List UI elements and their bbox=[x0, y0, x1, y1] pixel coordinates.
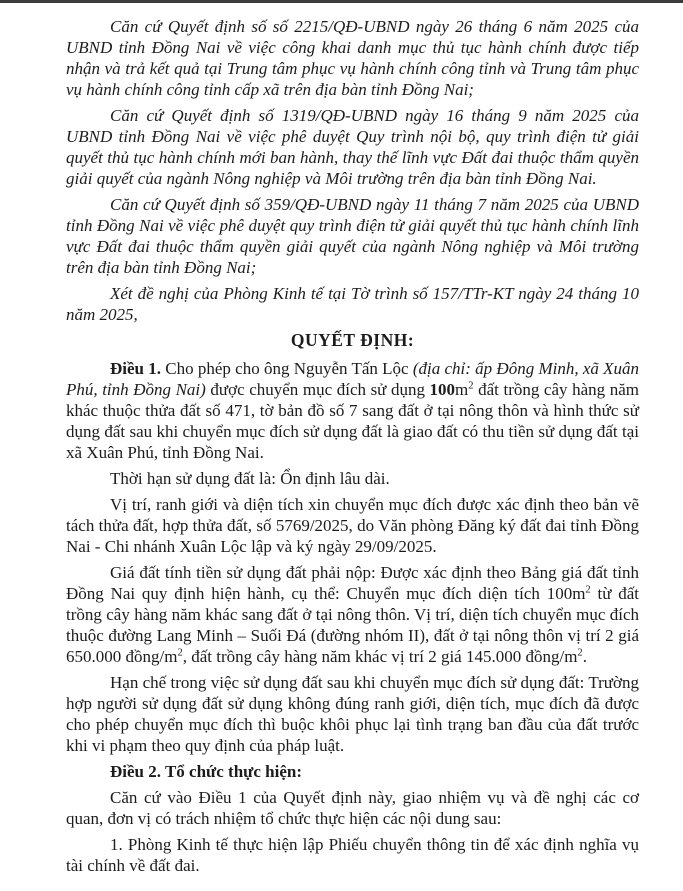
decision-document bbox=[0, 3, 683, 876]
location-boundary-paragraph: Vị trí, ranh giới và diện tích xin chuyển mục đích được xác định theo bản vẽ tách thửa đất, hợp thửa đất, số 5769/2025, do Văn phòng Đăng ký đất đai tỉnh Đồng Nai - Chi nhánh Xuân Lộc lập và ký ngày 29/09/2025. bbox=[66, 495, 639, 556]
article-2-heading: Điều 2. Tổ chức thực hiện: bbox=[110, 762, 302, 781]
preamble-citation-1319: Căn cứ Quyết định số 1319/QĐ-UBND ngày 16 tháng 9 năm 2025 của UBND tỉnh Đồng Nai về việc phê duyệt Quy trình nội bộ, quy trình điện tử giải quyết thủ tục hành chính mới ban hành, thay thế lĩnh vực Đất đai thuộc thẩm quyền giải quyết của ngành Nông nghiệp và Môi trường trên địa bàn tỉnh Đồng Nai. bbox=[66, 106, 639, 188]
article-2-item-1-paragraph: 1. Phòng Kinh tế thực hiện lập Phiếu chuyển thông tin để xác định nghĩa vụ tài chính về đất đai. bbox=[66, 835, 639, 875]
preamble-proposal-statement: Xét đề nghị của Phòng Kinh tế tại Tờ trình số 157/TTr-KT ngày 24 tháng 10 năm 2025, bbox=[66, 284, 639, 324]
article-2-intro-paragraph: Căn cứ vào Điều 1 của Quyết định này, giao nhiệm vụ và đề nghị các cơ quan, đơn vị có trách nhiệm tổ chức thực hiện các nội dung sau: bbox=[66, 788, 639, 828]
land-price-paragraph: Giá đất tính tiền sử dụng đất phải nộp: Được xác định theo Bảng giá đất tỉnh Đồng Nai quy định hiện hành, cụ thể: Chuyển mục đích diện tích $100m^2$ từ đất trồng cây hàng năm khác sang đất ở tại nông thôn. Vị trí, diện tích chuyển mục đích thuộc đường Lang Minh – Suối Đá (đường nhóm II), đất ở tại nông thôn vị trí 2 giá 650.000 đồng/$m^2$, đất trồng cây hàng năm khác vị trí 2 giá 145.000 đồng/$m^2$. bbox=[66, 563, 639, 666]
decision-heading: QUYẾT ĐỊNH: bbox=[290, 330, 415, 350]
preamble-citation-2215: Căn cứ Quyết định số số 2215/QĐ-UBND ngày 26 tháng 6 năm 2025 của UBND tỉnh Đồng Nai về việc công khai danh mục thủ tục hành chính được tiếp nhận và trả kết quả tại Trung tâm phục vụ hành chính công tỉnh và Trung tâm phục vụ hành chính công tỉnh cấp xã trên địa bàn tỉnh Đồng Nai; bbox=[66, 17, 639, 99]
article-1-paragraph: Điều 1. Cho phép cho ông Nguyễn Tấn Lộc (địa chỉ: ấp Đông Minh, xã Xuân Phú, tỉnh Đồng Nai) được chuyển mục đích sử dụng $100m^2$ đất trồng cây hàng năm khác thuộc thửa đất số 471, tờ bản đồ số 7 sang đất ở tại nông thôn và hình thức sử dụng đất sau khi chuyển mục đích sử dụng đất là giao đất có thu tiền sử dụng đất tại xã Xuân Phú, tỉnh Đồng Nai. bbox=[66, 359, 640, 462]
land-use-term-paragraph: Thời hạn sử dụng đất là: Ổn định lâu dài. bbox=[110, 469, 390, 488]
preamble-citation-359: Căn cứ Quyết định số 359/QĐ-UBND ngày 11 tháng 7 năm 2025 của UBND tỉnh Đồng Nai về việc phê duyệt quy trình điện tử giải quyết thủ tục hành chính lĩnh vực Đất đai thuộc thẩm quyền giải quyết của ngành Nông nghiệp và Môi trường trên địa bàn tỉnh Đồng Nai; bbox=[66, 195, 639, 277]
land-use-restriction-paragraph: Hạn chế trong việc sử dụng đất sau khi chuyển mục đích sử dụng đất: Trường hợp người sử dụng đất sử dụng không đúng ranh giới, diện tích, mục đích đã được cho phép chuyển mục đích thì buộc khôi phục lại tình trạng ban đầu của đất trước khi vi phạm theo quy định của pháp luật. bbox=[66, 673, 639, 755]
